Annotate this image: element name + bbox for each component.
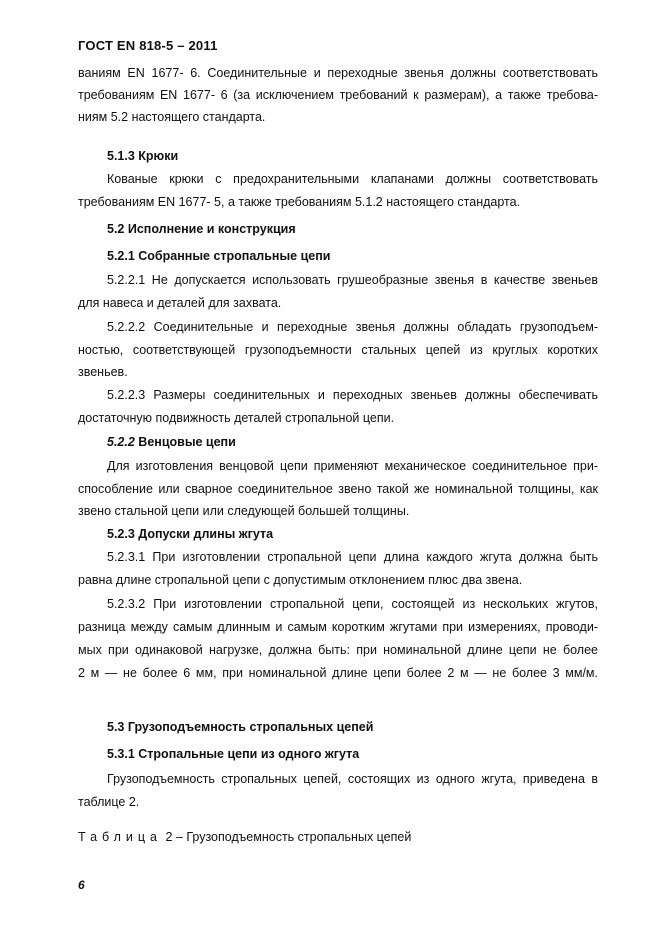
section-heading-5-3-1: 5.3.1 Стропальные цепи из одного жгута bbox=[107, 747, 360, 761]
text-line: способление или сварное соединительное звено такой же номинальной толщины, как bbox=[78, 482, 598, 496]
text-line: Грузоподъемность стропальных цепей, состоящих из одного жгута, приведена в bbox=[107, 772, 598, 786]
text-line: ваниям EN 1677- 6. Соединительные и переходные звенья должны соответствовать bbox=[78, 66, 598, 80]
text-line: 2 м — не более 6 мм, при номинальной длине цепи более 2 м — не более 3 мм/м. bbox=[78, 666, 598, 680]
table-caption bbox=[78, 829, 598, 845]
text-line: ностью, соответствующей грузоподъемности стальных цепей из круглых коротких bbox=[78, 343, 598, 357]
text-line: равна длине стропальной цепи с допустимым отклонением плюс два звена. bbox=[78, 573, 523, 587]
table-caption-word: Таблица bbox=[78, 830, 163, 844]
section-heading-5-1-3: 5.1.3 Крюки bbox=[107, 149, 179, 163]
section-heading-5-2: 5.2 Исполнение и конструкция bbox=[107, 222, 296, 236]
section-heading-5-2-3: 5.2.3 Допуски длины жгута bbox=[107, 527, 274, 541]
text-line: для навеса и деталей для захвата. bbox=[78, 296, 282, 310]
section-heading-5-2-2 bbox=[107, 434, 598, 450]
text-line: достаточную подвижность деталей стропальной цепи. bbox=[78, 411, 395, 425]
section-number: 5.2.2 bbox=[107, 435, 135, 449]
text-line: звено стальной цепи или следующей большей толщины. bbox=[78, 504, 410, 518]
text-line: 5.2.3.2 При изготовлении стропальной цепи, состоящей из нескольких жгутов, bbox=[107, 597, 598, 611]
text-line: таблице 2. bbox=[78, 795, 140, 809]
text-line: 5.2.2.2 Соединительные и переходные звенья должны обладать грузоподъем- bbox=[107, 320, 598, 334]
section-title: Венцовые цепи bbox=[134, 435, 236, 449]
text-line: требованиям EN 1677- 6 (за исключением требований к размерам), а также требова- bbox=[78, 88, 598, 102]
text-line: Кованые крюки с предохранительными клапанами должны соответствовать bbox=[107, 172, 598, 186]
page-number: 6 bbox=[78, 878, 85, 892]
standard-header: ГОСТ EN 818-5 – 2011 bbox=[78, 38, 218, 53]
text-line: 5.2.3.1 При изготовлении стропальной цепи длина каждого жгута должна быть bbox=[107, 550, 598, 564]
text-line: звеньев. bbox=[78, 365, 128, 379]
text-line: 5.2.2.3 Размеры соединительных и переходных звеньев должны обеспечивать bbox=[107, 388, 598, 402]
text-line: 5.2.2.1 Не допускается использовать грушеобразные звенья в качестве звеньев bbox=[107, 273, 598, 287]
section-heading-5-3: 5.3 Грузоподъемность стропальных цепей bbox=[107, 720, 374, 734]
text-line: разница между самым длинным и самым коротким жгутами при измерениях, проводи- bbox=[78, 620, 598, 634]
text-line: Для изготовления венцовой цепи применяют механическое соединительное при- bbox=[107, 459, 598, 473]
text-line: мых при одинаковой нагрузке, должна быть: при номинальной длине цепи не более bbox=[78, 643, 598, 657]
table-caption-text: 2 – Грузоподъемность стропальных цепей bbox=[162, 830, 412, 844]
text-line: требованиям EN 1677- 5, а также требованиям 5.1.2 настоящего стандарта. bbox=[78, 195, 521, 209]
section-heading-5-2-1: 5.2.1 Собранные стропальные цепи bbox=[107, 249, 331, 263]
text-line: ниям 5.2 настоящего стандарта. bbox=[78, 110, 266, 124]
